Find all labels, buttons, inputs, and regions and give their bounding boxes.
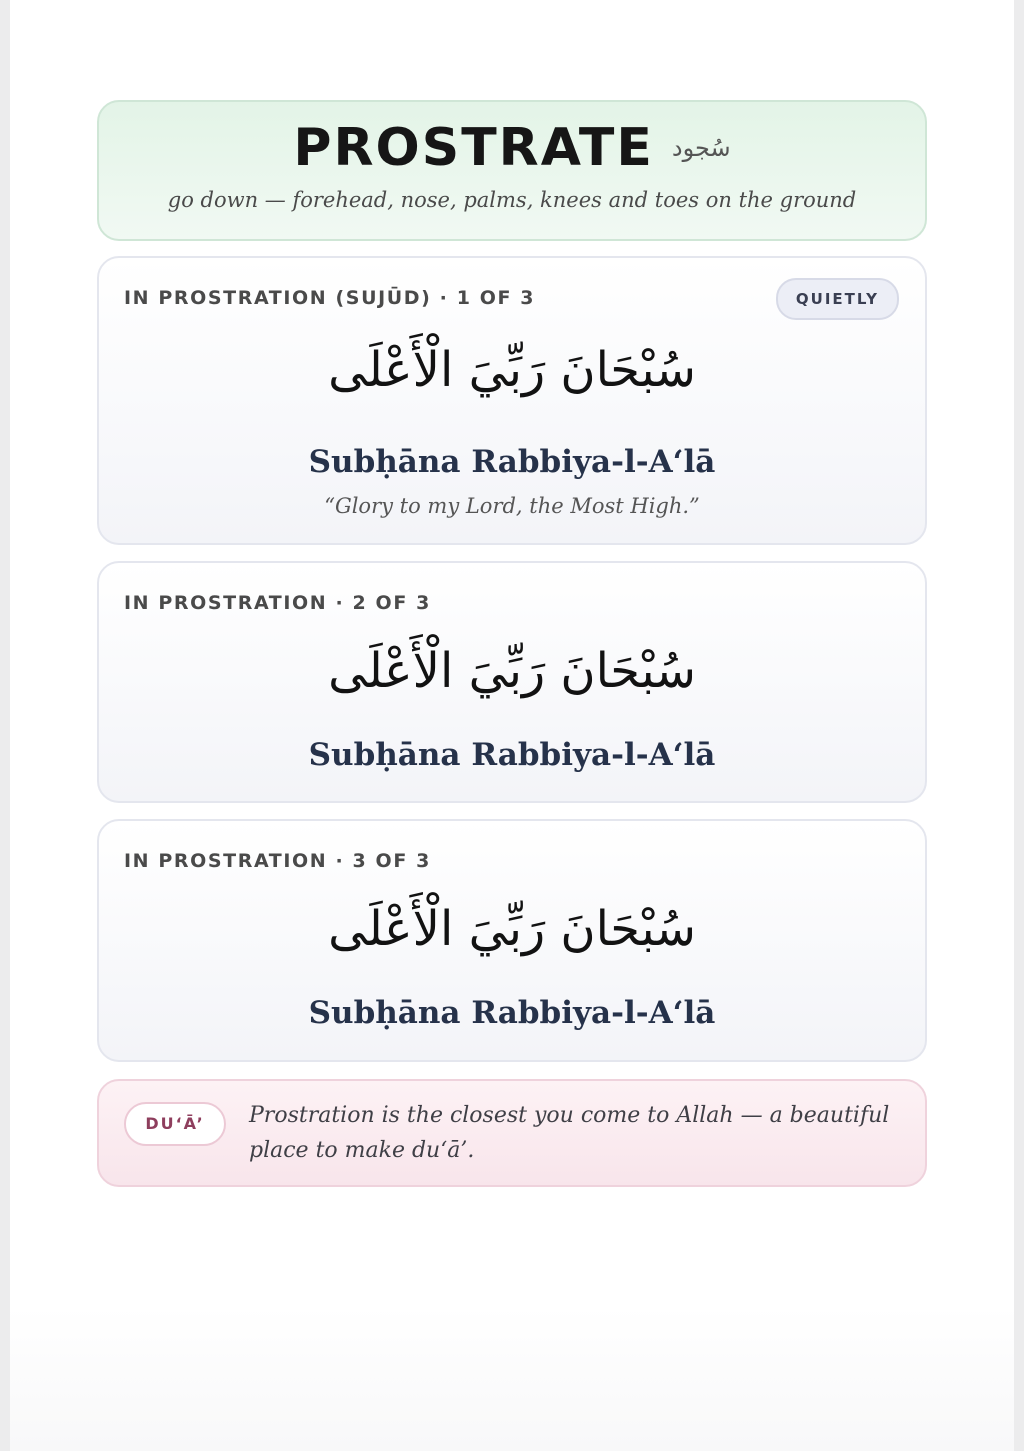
recitation-step-label: IN PROSTRATION · 2 OF 3: [124, 592, 431, 614]
recitation-meaning: “Glory to my Lord, the Most High.”: [324, 494, 700, 518]
recitation-arabic: سُبْحَانَ رَبِّيَ الْأَعْلَى: [328, 342, 696, 398]
dua-badge: DU‘Ā’: [124, 1102, 226, 1146]
position-title: PROSTRATE: [293, 118, 654, 178]
recitation-card-1: [97, 256, 927, 545]
recitation-transliteration: Subḥāna Rabbiya-l-A‘lā: [308, 737, 716, 773]
position-instruction: go down — forehead, nose, palms, knees and toes on the ground: [167, 188, 857, 212]
recitation-card-2: [97, 561, 927, 803]
recitation-step-label: IN PROSTRATION · 3 OF 3: [124, 850, 431, 872]
recitation-step-label: IN PROSTRATION (SUJŪD) · 1 OF 3: [124, 287, 536, 309]
position-header-card: [97, 100, 927, 241]
position-title-arabic: سُجود: [671, 134, 731, 162]
title-row: [99, 118, 925, 178]
page: [10, 0, 1014, 1451]
recitation-arabic: سُبْحَانَ رَبِّيَ الْأَعْلَى: [328, 901, 696, 957]
quietly-badge: QUIETLY: [776, 278, 899, 320]
recitation-arabic: سُبْحَانَ رَبِّيَ الْأَعْلَى: [328, 643, 696, 699]
recitation-transliteration: Subḥāna Rabbiya-l-A‘lā: [308, 444, 716, 480]
dua-tip-text: Prostration is the closest you come to Allah — a beautiful place to make du‘ā’.: [249, 1103, 890, 1163]
recitation-transliteration: Subḥāna Rabbiya-l-A‘lā: [308, 995, 716, 1031]
dua-tip-card: [97, 1079, 927, 1187]
recitation-card-3: [97, 819, 927, 1062]
